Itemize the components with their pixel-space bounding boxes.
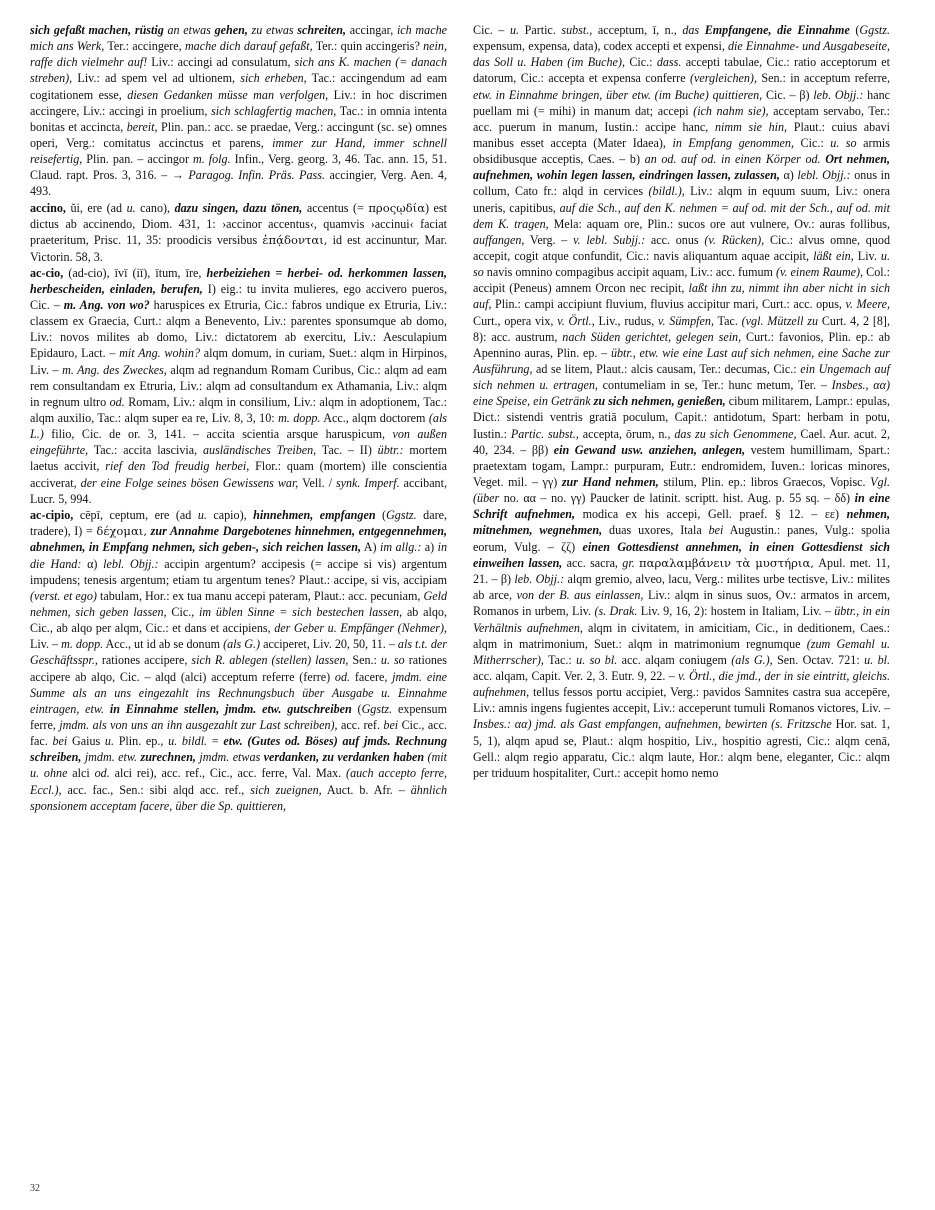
dictionary-entry	[473, 22, 890, 781]
entry-text-run: sich ans K. machen (= danach streben),	[30, 55, 448, 86]
entry-text-run: acc. sacra,	[562, 555, 623, 570]
entry-text-run: auffangen,	[473, 232, 525, 247]
entry-text-run: in die Hand:	[30, 540, 447, 571]
two-column-layout	[30, 22, 905, 1150]
entry-text-run: Cic., acc. fac.	[30, 718, 447, 749]
entry-text-run: von der B. aus einlassen,	[516, 588, 644, 603]
entry-text-run: jmdm. als von uns an ihn ausgezahlt zur Last schreiben),	[59, 718, 338, 733]
entry-text-run: bei	[708, 523, 724, 538]
entry-text-run: accipin argentum? accipesis (= accipe si vis) argentum impudens; tenesis argentum; etiam tu argentum tenes? Plaut.: accipe, si vis, accipiam	[30, 556, 448, 587]
entry-text-run: u. so bl.	[576, 652, 618, 667]
entry-text-run: Tac.: accita lascivia,	[88, 443, 203, 458]
entry-text-run: Tac.:	[543, 652, 577, 667]
entry-text-run: bei	[383, 718, 399, 733]
entry-text-run: m. Ang. des Zweckes,	[62, 362, 167, 377]
entry-text-run: accingar,	[346, 23, 397, 37]
column-right	[473, 22, 890, 1150]
entry-text-run: Cic. –	[473, 23, 510, 37]
entry-text-run: Apul. met. 11, 21. – β)	[473, 555, 890, 587]
entry-text-run: alci	[67, 766, 95, 781]
entry-text-run: acc. onus	[645, 232, 705, 247]
entry-text-run: u.	[104, 734, 114, 749]
entry-text-run: (vgl. Mützell zu	[741, 313, 819, 328]
entry-text-run: Gaius	[67, 734, 105, 749]
entry-text-run: expensum, expensa, data), codex accepti et expensi,	[473, 39, 728, 54]
entry-text-run: cēpī, ceptum, ere (ad	[73, 507, 198, 522]
entry-text-run: (verst. et ego)	[30, 588, 97, 603]
entry-text-run: modica ex his accepi, Gell. praef. § 12. – εε)	[575, 507, 847, 522]
entry-text-run: (	[849, 23, 860, 37]
entry-text-run: accepti tabulae, Cic.: ratio acceptorum et datorum, Cic.: accepta et expensa conferre	[473, 55, 890, 86]
entry-text-run: v. Meere,	[845, 297, 890, 312]
column-left	[30, 22, 447, 1150]
entry-text-run: acc. fac., Sen.: sibi alqd acc. ref.,	[61, 782, 251, 797]
entry-text-run: Geld nehmen, sich geben lassen,	[30, 588, 447, 620]
entry-text-run: Ggstz.	[361, 701, 393, 716]
entry-text-run: duas uxores, Itala	[602, 523, 709, 538]
entry-text-run: hinnehmen, empfangen	[253, 507, 376, 522]
entry-text-run: haruspices ex Etruria, Cic.: fabros undique ex Etruria, Liv.: classem ex Graecia, Curt.: alqm a Benevento, Liv.: parentes sponsumque ab domo, Liv.: novos milites ab domo, Liv.: dictatorem ab exercitu, Liv.: Aesculapium Epidauro, Lact. –	[30, 298, 447, 361]
entry-text-run: einen Gottesdienst annehmen, in einen Gottesdienst sich einweihen lassen,	[473, 539, 890, 570]
entry-text-run: das	[682, 23, 700, 37]
entry-text-run: Cic.:	[624, 55, 657, 70]
entry-text-run: (zum Gemahl u. Mitherrscher),	[473, 636, 890, 667]
page-number: 32	[30, 1183, 40, 1194]
entry-text-run: Flor.: quam (mortem) ille conscientia acciverat,	[30, 459, 447, 490]
entry-text-run: accepta, ōrum, n.,	[578, 426, 675, 441]
dictionary-entry	[30, 22, 447, 200]
entry-text-run: onus in collum, Cato fr.: alqd in cervices	[473, 168, 890, 199]
entry-text-run: über die Sp. quittieren,	[175, 798, 287, 813]
entry-text-run: mache dich darauf gefaßt,	[184, 39, 313, 54]
entry-text-run: zu etwas	[247, 23, 298, 37]
entry-text-run: Auct. b. Afr. –	[321, 782, 411, 797]
entry-text-run: v. Sümpfen,	[658, 313, 714, 328]
entry-text-run: rief den Tod freudig herbei,	[105, 459, 250, 474]
entry-text-run: Cic.,	[166, 605, 200, 620]
entry-text-run: zu sich nehmen, genießen,	[590, 394, 726, 409]
entry-text-run: acc. alqam coniugem	[617, 652, 732, 667]
entry-text-run: u. so	[473, 248, 890, 280]
entry-text-run: Curt.: favonios, Plin. ep.: ab Apennino auras, Plin. ep. –	[473, 329, 890, 360]
entry-text-run: a)	[421, 540, 438, 555]
entry-text-run: accino,	[30, 200, 66, 215]
entry-text-run: u.	[126, 200, 136, 215]
entry-text-run: (ich nahm sie),	[693, 103, 769, 118]
entry-text-run: Sen.:	[348, 653, 381, 668]
entry-text-run: u. so	[380, 653, 405, 668]
entry-text-run: gehen,	[214, 23, 248, 37]
entry-text-run: Vgl. (über	[473, 474, 890, 506]
entry-text-run: =	[207, 734, 224, 749]
entry-text-run: alqm domum, in curiam, Suet.: alqm in Hirpinos, Liv. –	[30, 346, 447, 377]
entry-text-run: in Einnahme stellen,	[104, 701, 226, 716]
entry-text-run: Ter.: quin accingeris?	[312, 39, 424, 54]
entry-text-run: Cic.:	[794, 135, 831, 150]
entry-text-run: (	[351, 701, 362, 716]
entry-text-run: Liv.: in hoc discrimen accingere, Liv.: accingi in proelium,	[30, 87, 447, 118]
entry-text-run: das zu sich Genommene,	[674, 426, 797, 441]
entry-text-run: acc. ref.	[337, 718, 384, 733]
entry-text-run: Empfangene, die Einnahme	[699, 23, 850, 37]
entry-text-run: acceptam servabo, Ter.: acc. puerum in manum, Iustin.: accipe hanc,	[473, 103, 890, 134]
entry-text-run: jmdm. etwas	[195, 750, 264, 765]
entry-text-run: m. dopp.	[278, 411, 321, 426]
entry-text-run: alci rei), acc. ref., Cic., acc. ferre, Val. Max.	[109, 766, 347, 781]
entry-text-run: der Geber u. Empfänger (Nehmer),	[274, 621, 447, 636]
entry-text-run: Acc., alqm doctorem	[320, 411, 429, 426]
entry-text-run: schreiten,	[297, 23, 347, 37]
entry-text-run: ab alqo, Cic., ab alqo per alqm, Cic.: et dans et accipiens,	[30, 605, 447, 636]
entry-text-run: προςῳδία	[368, 200, 426, 215]
entry-text-run: Tac.	[713, 313, 742, 328]
entry-text-run: Hor. sat. 1, 5, 1), alqm apud se, Plaut.: alqm hospitio, Liv., hospitio agresti, Cic.: alqm cenā, Gell.: alqm regio apparatu, Cic.: alqm laute, Hor.: alqm bene, eleganter, Cic.: alqm per triduum hospitaliter, Curt.: accepit homo nemo	[473, 717, 891, 780]
entry-text-run: Sen. Octav. 721:	[772, 652, 865, 667]
entry-text-run: Ggstz.	[386, 507, 417, 522]
entry-text-run: alqm in civitatem, in amicitiam, Cic., in deditionem, Caes.: alqm in matrimonium, Suet.: alqm in matrimonium regnumque	[473, 620, 890, 651]
entry-text-run: jmdm. etw.	[81, 750, 141, 765]
entry-text-run: A)	[361, 540, 380, 555]
entry-text-run: Vell. /	[298, 475, 336, 490]
entry-text-run: armis obsidibusque acceptis, Caes. – b)	[473, 135, 890, 167]
entry-text-run: Partic. subst.,	[510, 426, 579, 441]
entry-text-run: Curt., opera vix,	[473, 313, 558, 328]
entry-text-run: ähnlich sponsionem acceptam facere,	[30, 782, 447, 813]
entry-text-run: id est accinuntur, Mar. Victorin. 58, 3.	[30, 233, 447, 264]
entry-text-run: acciperet, Liv. 20, 50, 11. –	[260, 637, 398, 652]
entry-text-run: dass.	[656, 55, 682, 70]
entry-text-run: Liv., rudus,	[594, 313, 659, 328]
entry-text-run: Mela: aquam ore, Plin.: sucos ore aut vulnere, Ov.: auras follibus,	[548, 216, 890, 231]
entry-text-run: sich zueignen,	[250, 782, 322, 797]
entry-text-run: zurechnen,	[140, 750, 196, 765]
entry-text-run: zur Hand nehmen,	[561, 474, 659, 489]
entry-text-run: dare, tradere), I) =	[30, 507, 447, 539]
entry-text-run: etw. in Einnahme bringen, über etw. (im Buche) quittieren,	[473, 87, 763, 102]
entry-text-run: jmdm. etw. gutschreiben	[225, 701, 352, 716]
entry-text-run: synk. Imperf.	[335, 475, 400, 490]
entry-text-run: die Einnahme- und Ausgabeseite, das Soll u. Haben (im Buche),	[473, 39, 891, 70]
entry-text-run: auf die Sch., auf den K. nehmen = auf od. mit der Sch., auf od. mit dem K. tragen,	[473, 200, 890, 231]
entry-text-run: cano),	[135, 200, 175, 215]
entry-text-run: Liv.	[853, 248, 881, 263]
entry-text-run: verdanken, zu verdanken haben	[263, 750, 425, 765]
entry-text-run: ) est dictus ab accinendo, Diom. 431, 1: ›accinor accentus‹, quamvis ›accinui‹ faciat praeteritum, Prisc. 11, 35: proodicis versibus	[30, 200, 447, 248]
entry-text-run: expensum ferre,	[30, 701, 447, 733]
entry-text-run: u. bildl.	[168, 734, 208, 749]
entry-text-run: tabulam, Hor.: ex tua manu accepi pateram, Plaut.: acc. pecuniam,	[96, 588, 424, 603]
entry-text-run: v. Örtl.,	[557, 313, 595, 328]
entry-text-run: δέχομαι,	[96, 524, 148, 539]
entry-text-run: übtr.:	[377, 443, 404, 458]
entry-text-run: (ad-cio), īvī (iī), ītum, īre,	[63, 265, 207, 280]
entry-text-run: (als L.)	[30, 411, 448, 442]
entry-text-run: alqm ad regnandum Romam Curibus, Cic.: alqm ad eam rem consultandam ex Etruria, Liv.: alqm ad consultandum ex Athamania, Liv.: alqm in regnum ultro	[30, 362, 447, 409]
entry-text-run: ein Ungemach auf sich nehmen u. ertragen,	[473, 361, 890, 393]
entry-text-run: (v. Rücken),	[704, 232, 765, 247]
entry-text-run: m. dopp.	[61, 637, 104, 652]
entry-text-run: an od. auf od. in einen Körper od.	[644, 152, 821, 167]
entry-text-run: Tac.: in omnia intenta bonitas et accincta,	[30, 103, 447, 134]
entry-text-run: u.	[509, 23, 520, 37]
entry-text-run: übtr., etw. wie eine Last auf sich nehmen, eine Sache zur Ausführung,	[473, 345, 890, 376]
entry-text-run: der eine Folge seines bösen Gewissens war,	[80, 475, 299, 490]
entry-text-run: lebl. Objj.:	[103, 556, 159, 571]
entry-text-run: (als G.)	[223, 637, 261, 652]
entry-text-run: übtr., in ein Verhältnis aufnehmen,	[473, 604, 890, 635]
entry-text-run: nein, raffe dich vielmehr auf!	[30, 39, 447, 70]
entry-text-run: Ter.: accingere,	[104, 39, 185, 54]
entry-text-run: Tac.: accingendum ad eam cogitationem esse,	[30, 71, 447, 102]
entry-text-run: ἐπᾴδονται,	[262, 233, 328, 248]
entry-text-run: von außen eingeführte,	[30, 427, 447, 458]
entry-text-run: accibant, Lucr. 5, 994.	[30, 475, 447, 506]
entry-text-run: no. αα – no. γγ) Paucker de latinit. scriptt. hist. Aug. p. 55 sq. – δδ)	[499, 491, 855, 506]
entry-text-run: ac-cipio,	[30, 507, 74, 522]
entry-text-run: Acc., ut id ab se donum	[103, 637, 224, 652]
entry-text-run: Tac. – II)	[316, 443, 378, 458]
entry-text-run: I) eig.: tu invita mulieres, ego accivero pueros, Cic. –	[30, 281, 447, 313]
entry-text-run: (	[375, 507, 387, 522]
entry-text-run: Liv.: ad spem vel ad ultionem,	[72, 71, 241, 86]
entry-text-run: facere,	[350, 669, 393, 684]
entry-text-run: zur Annahme Dargebotenes hinnehmen, entgegennehmen, abnehmen, in Empfang nehmen, sich geben-, sich reichen lassen,	[30, 524, 447, 555]
entry-text-run: m. folg.	[193, 152, 231, 167]
entry-text-run: ŭi, ere (ad	[65, 200, 127, 215]
entry-text-run: als t.t. der Geschäftsspr.,	[30, 637, 447, 668]
entry-text-run: (auch accepto ferre, Eccl.),	[30, 766, 447, 797]
entry-text-run: laßt ihn zu, nimmt ihn aber nicht in sich auf,	[473, 281, 890, 312]
entry-text-run: Sen.: in acceptum referre,	[757, 71, 890, 86]
entry-text-run: (mit	[424, 750, 448, 765]
entry-text-run: Liv. 9, 16, 2): hostem in Italiam, Liv. –	[637, 604, 835, 619]
entry-text-run: rationes accipere ab alqo, Cic. – alqd (alci) acceptum referre (ferre)	[30, 653, 447, 684]
entry-text-run: u. bl.	[864, 652, 891, 667]
entry-text-run: Curt. 4, 2 [8], 8): acc. austrum,	[473, 313, 890, 344]
entry-text-run: Ort nehmen, aufnehmen, wohin legen lassen, eindringen lassen, zulassen,	[473, 152, 890, 183]
entry-text-run: mortem laetus accivit,	[30, 443, 447, 474]
entry-text-run: Cic. – β)	[762, 87, 814, 102]
entry-text-run: nehmen, mitnehmen, wegnehmen,	[473, 507, 890, 538]
entry-text-run: contumeliam in se, Ter.: hunc metum, Ter. –	[597, 378, 832, 393]
entry-text-run: navis omnino compagibus accipit aquam, Liv.: acc. fumum	[483, 265, 776, 280]
entry-text-run: Col.: accipit (Peneus) amnem Orcon nec recipit,	[473, 265, 890, 296]
entry-text-run: in Empfang genommen,	[672, 135, 794, 150]
entry-text-run: dazu singen, dazu tönen,	[174, 200, 303, 215]
entry-text-run: ausländisches Treiben,	[202, 443, 317, 458]
entry-text-run: od.	[334, 669, 351, 684]
entry-text-run: (als G.),	[731, 652, 773, 667]
entry-text-run: leb. Objj.:	[813, 87, 864, 102]
entry-text-run: läßt ein,	[813, 248, 854, 263]
entry-text-run: Ggstz.	[859, 23, 890, 37]
entry-text-run: Cael. Aur. acut. 2, 40, 234. – ββ)	[473, 426, 890, 457]
entry-text-run: Paragog. Infin. Präs. Pass.	[188, 168, 325, 183]
entry-text-run: ein Gewand usw. anziehen, anlegen,	[553, 442, 746, 457]
entry-text-run: α)	[81, 556, 104, 571]
entry-text-run: accingier, Verg. Aen. 4, 493.	[30, 168, 447, 199]
entry-text-run: nach Süden gerichtet, gelegen sein,	[562, 329, 742, 344]
entry-text-run: bereit,	[126, 119, 158, 134]
entry-text-run: sich gefaßt machen, rüstig	[30, 23, 164, 37]
entry-text-run: ad se litem, Plaut.: alcis causam, Ter.: decumas, Cic.:	[532, 361, 801, 376]
entry-text-run: Plin.: campi accipiunt fluvium, fluvius accipitur mari, Curt.: acc. opus,	[491, 297, 846, 312]
entry-text-run: od.	[94, 766, 110, 781]
entry-text-run: Plin. ep.,	[114, 734, 169, 749]
entry-text-run: Infin., Verg. georg. 3, 46. Tac. ann. 15, 51. Claud. rapt. Pros. 3, 316. – →	[30, 152, 447, 183]
entry-text-run: Liv. –	[30, 637, 62, 652]
entry-text-run: Romam, Liv.: alqm in consilium, Liv.: alqm in adoptionem, Tac.: alqm auxilio, Tac.: alqm super ea re, Liv. 8, 3, 10:	[30, 394, 447, 426]
entry-text-run: rationes accipere,	[97, 653, 192, 668]
entry-text-run: (bildl.),	[648, 184, 685, 199]
entry-text-run: sich R. ablegen (stellen) lassen,	[191, 653, 349, 668]
entry-text-run: bei	[52, 734, 68, 749]
entry-text-run: in eine Schrift aufnehmen,	[473, 491, 891, 522]
entry-text-run: diesen Gedanken müsse man verfolgen,	[127, 87, 329, 102]
entry-text-run: capio),	[206, 507, 254, 522]
entry-text-run: sich erheben,	[240, 71, 307, 86]
entry-text-run: (vergleichen),	[689, 71, 757, 86]
entry-text-run: Liv.: alqm in sinus suos, Ov.: armatos in arcem, Romanos in urbem, Liv.	[473, 588, 891, 619]
entry-text-run: Plaut.: cuius abavi manibus esset accepta (Mater Idaea),	[473, 119, 890, 150]
dictionary-entry	[30, 265, 447, 507]
entry-text-run: filio, Cic. de or. 3, 141. – accita scientia arsque haruspicum,	[43, 427, 393, 442]
entry-text-run: u. ohne	[30, 766, 68, 781]
entry-text-run: im allg.:	[379, 540, 422, 555]
entry-text-run: Insbes.: αα) jmd. als Gast empfangen, aufnehmen, bewirten (s. Fritzsche	[473, 717, 832, 732]
entry-text-run: ac-cio,	[30, 265, 64, 280]
dictionary-entry	[30, 507, 447, 814]
entry-text-run: (v. einem Raume),	[775, 265, 864, 280]
entry-text-run: Plin. pan. – accingor	[82, 152, 194, 167]
entry-text-run: Cic.: alvus omne, quod accepit, cogit atque confundit, Cic.: navis aliquantum aquae accipit,	[473, 232, 890, 263]
entry-text-run: immer zur Hand, immer schnell reisefertig,	[30, 135, 447, 167]
entry-text-run: gr.	[622, 555, 635, 570]
entry-text-run: hanc puellam mi (= mihi) in manum dat; accepi	[473, 87, 891, 118]
entry-text-run: Verg. –	[524, 232, 574, 247]
entry-text-run: Insbes., αα) eine Speise, ein Getränk	[473, 378, 891, 409]
entry-text-run: (s. Drak.	[594, 604, 638, 619]
entry-text-run: u.	[197, 507, 207, 522]
entry-text-run: v. lebl. Subjj.:	[573, 232, 646, 247]
entry-text-run: im üblen Sinne = sich bestechen lassen,	[199, 605, 403, 620]
entry-text-run: herbeiziehen = herbei- od. herkommen lassen, herbescheiden, einladen, berufen,	[30, 265, 447, 296]
entry-text-run: cibum militarem, Lampr.: epulas, Dict.: sistendi ventris gratiā poculum, Capit.: antidotum, Spart: herbam in potu, Iustin.:	[473, 394, 890, 441]
entry-text-run: mit Ang. wohin?	[119, 346, 201, 361]
entry-text-run: Partic.	[519, 23, 562, 37]
entry-text-run: Liv.: accingi ad consulatum,	[147, 55, 295, 70]
entry-text-run: subst.,	[561, 23, 593, 37]
entry-text-run: etw. (Gutes od. Böses) auf jmds. Rechnung schreiben,	[30, 734, 447, 765]
entry-text-run: alqm gremio, alveo, lacu, Verg.: milites urbe tectisve, Liv.: milites ab arce,	[473, 572, 891, 603]
entry-text-run: sich schlagfertig machen,	[211, 103, 337, 118]
entry-text-run: jmdm. eine Summe als an uns eingezahlt ins Rechnungsbuch über Ausgabe u. Einnahme eintragen, etw.	[30, 669, 447, 716]
entry-text-run: an etwas	[163, 23, 215, 37]
entry-text-run: m. Ang. von wo?	[63, 298, 150, 313]
dictionary-entry	[30, 200, 447, 265]
entry-text-run: acc. alqam, Capit. Ver. 2, 3. Eutr. 9, 22. –	[473, 668, 679, 683]
entry-text-run: παραλαμβάνειν τὰ μυστήρια,	[639, 555, 814, 570]
entry-text-run: od.	[109, 394, 125, 409]
entry-text-run: u. so	[830, 135, 857, 150]
entry-text-run: vestem humillimam, Spart.: praetextam togam, Lampr.: purpuram, Eutr.: endromidem, Iuven.: loricas minores, Veget. mil. – γγ)	[473, 442, 890, 489]
entry-text-run: acceptum, ī, n.,	[592, 23, 683, 37]
entry-text-run: Liv.: alqm in equum suum, Liv.: onera uneris, capitibus,	[473, 184, 890, 215]
entry-text-run: nimm sie hin,	[714, 119, 788, 134]
entry-text-run: Augustin.: panes, Vulg.: spolia eorum, Vulg. – ζζ)	[473, 523, 890, 554]
entry-text-run: α)	[779, 168, 798, 183]
entry-text-run: Plin. pan.: acc. se praedae, Verg.: accingunt (sc. se) omnes operi, Verg.: comitatus accinctus et parens,	[30, 119, 447, 150]
entry-text-run: v. Örtl., die jmd., der in sie eintritt, gleichs. aufnehmen,	[473, 668, 890, 700]
entry-text-run: accentus (=	[302, 200, 369, 215]
entry-text-run: stilum, Plin. ep.: libros Graecos, Vopisc.	[658, 474, 871, 489]
entry-text-run: ich mache mich ans Werk,	[30, 23, 447, 54]
entry-text-run: lebl. Objj.:	[797, 168, 851, 183]
entry-text-run: tellus fessos portu accipiet, Verg.: pavidos Samnites castra sua accepēre, Liv.: amnis ingens fugientes accepit, Liv.: acceperunt tumuli Romanos victores, Liv. –	[473, 685, 890, 716]
entry-text-run: leb. Objj.:	[514, 572, 565, 587]
